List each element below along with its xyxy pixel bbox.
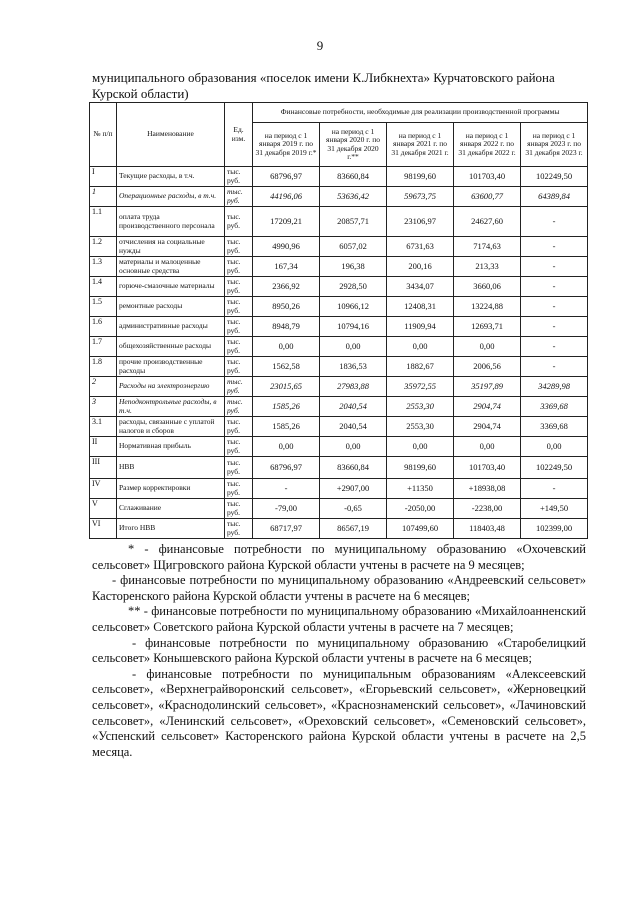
row-value: +149,50 bbox=[521, 499, 588, 519]
row-name: оплата труда производственного персонала bbox=[117, 207, 225, 237]
row-value: 68717,97 bbox=[253, 519, 320, 539]
table-row bbox=[90, 257, 588, 277]
row-value: 0,00 bbox=[521, 437, 588, 457]
row-name: Текущие расходы, в т.ч. bbox=[117, 167, 225, 187]
row-unit: тыс. руб. bbox=[225, 417, 253, 437]
row-unit: тыс. руб. bbox=[225, 167, 253, 187]
table-row bbox=[90, 397, 588, 417]
table-row bbox=[90, 457, 588, 479]
header-period: на период с 1 января 2019 г. по 31 декабря 2019 г.* bbox=[253, 123, 320, 167]
row-num: 2 bbox=[90, 377, 117, 397]
row-value: 8948,79 bbox=[253, 317, 320, 337]
row-num: IV bbox=[90, 479, 117, 499]
row-value: 35972,55 bbox=[387, 377, 454, 397]
table-row bbox=[90, 317, 588, 337]
row-value: 118403,48 bbox=[454, 519, 521, 539]
table-row bbox=[90, 479, 588, 499]
financial-needs-table bbox=[89, 102, 588, 539]
row-value: 35197,89 bbox=[454, 377, 521, 397]
footnote: - финансовые потребности по муниципальному образованию «Старобелицкий сельсовет» Конышевского района Курской области учтены в расчете на 6 месяцев; bbox=[92, 635, 586, 666]
row-value: 213,33 bbox=[454, 257, 521, 277]
row-value: +18938,08 bbox=[454, 479, 521, 499]
row-value: 2904,74 bbox=[454, 397, 521, 417]
row-num: II bbox=[90, 437, 117, 457]
row-value: 2366,92 bbox=[253, 277, 320, 297]
row-unit: тыс. руб. bbox=[225, 479, 253, 499]
table-row bbox=[90, 499, 588, 519]
row-value: 7174,63 bbox=[454, 237, 521, 257]
row-value: 83660,84 bbox=[320, 167, 387, 187]
row-value: 0,00 bbox=[387, 337, 454, 357]
row-name: Нормативная прибыль bbox=[117, 437, 225, 457]
row-value: - bbox=[521, 207, 588, 237]
footnote: ** - финансовые потребности по муниципальному образованию «Михайлоанненский сельсовет» Советского района Курской области учтены в расчете на 7 месяцев; bbox=[92, 604, 586, 634]
row-value: 64389,84 bbox=[521, 187, 588, 207]
table-row bbox=[90, 437, 588, 457]
row-unit: тыс. руб. bbox=[225, 257, 253, 277]
row-value: - bbox=[521, 357, 588, 377]
row-value: 10794,16 bbox=[320, 317, 387, 337]
row-value: 12693,71 bbox=[454, 317, 521, 337]
row-value: 3369,68 bbox=[521, 417, 588, 437]
row-num: 1.2 bbox=[90, 237, 117, 257]
row-value: 102399,00 bbox=[521, 519, 588, 539]
row-num: 1.1 bbox=[90, 207, 117, 237]
row-name: материалы и малоценные основные средства bbox=[117, 257, 225, 277]
row-unit: тыс. руб. bbox=[225, 457, 253, 479]
table-row bbox=[90, 357, 588, 377]
row-value: - bbox=[521, 237, 588, 257]
row-value: 59673,75 bbox=[387, 187, 454, 207]
row-value: 24627,60 bbox=[454, 207, 521, 237]
row-unit: тыс. руб. bbox=[225, 397, 253, 417]
footnotes bbox=[92, 542, 586, 760]
header-group: Финансовые потребности, необходимые для реализации производственной программы bbox=[253, 103, 588, 123]
row-unit: тыс. руб. bbox=[225, 237, 253, 257]
header-period: на период с 1 января 2021 г. по 31 декабря 2021 г. bbox=[387, 123, 454, 167]
row-name: Размер корректировки bbox=[117, 479, 225, 499]
row-value: 101703,40 bbox=[454, 167, 521, 187]
row-value: 44196,06 bbox=[253, 187, 320, 207]
row-value: 3660,06 bbox=[454, 277, 521, 297]
row-value: 23106,97 bbox=[387, 207, 454, 237]
row-num: 1.4 bbox=[90, 277, 117, 297]
row-value: 2928,50 bbox=[320, 277, 387, 297]
heading: муниципального образования «поселок имени К.Либкнехта» Курчатовского района Курской области) bbox=[92, 70, 555, 101]
row-unit: тыс. руб. bbox=[225, 437, 253, 457]
row-value: -0,65 bbox=[320, 499, 387, 519]
row-value: +2907,00 bbox=[320, 479, 387, 499]
row-value: 4990,96 bbox=[253, 237, 320, 257]
row-value: 34289,98 bbox=[521, 377, 588, 397]
row-num: 1 bbox=[90, 187, 117, 207]
row-value: 0,00 bbox=[454, 437, 521, 457]
row-value: 1585,26 bbox=[253, 397, 320, 417]
row-value: 101703,40 bbox=[454, 457, 521, 479]
row-num: 1.3 bbox=[90, 257, 117, 277]
row-value: 3369,68 bbox=[521, 397, 588, 417]
row-value: 200,16 bbox=[387, 257, 454, 277]
row-unit: тыс. руб. bbox=[225, 297, 253, 317]
header-period: на период с 1 января 2020 г. по 31 декабря 2020 г.** bbox=[320, 123, 387, 167]
row-unit: тыс. руб. bbox=[225, 337, 253, 357]
row-value: 27983,88 bbox=[320, 377, 387, 397]
table-row bbox=[90, 297, 588, 317]
row-name: административные расходы bbox=[117, 317, 225, 337]
row-value: 86567,19 bbox=[320, 519, 387, 539]
row-value: 98199,60 bbox=[387, 167, 454, 187]
row-value: - bbox=[521, 317, 588, 337]
row-value: 63600,77 bbox=[454, 187, 521, 207]
table-row bbox=[90, 377, 588, 397]
row-unit: тыс. руб. bbox=[225, 187, 253, 207]
row-unit: тыс. руб. bbox=[225, 357, 253, 377]
row-num: 1.5 bbox=[90, 297, 117, 317]
row-name: горюче-смазочные материалы bbox=[117, 277, 225, 297]
row-unit: тыс. руб. bbox=[225, 277, 253, 297]
row-unit: тыс. руб. bbox=[225, 499, 253, 519]
row-value: 0,00 bbox=[387, 437, 454, 457]
row-unit: тыс. руб. bbox=[225, 317, 253, 337]
row-value: 167,34 bbox=[253, 257, 320, 277]
row-num: III bbox=[90, 457, 117, 479]
row-value: 196,38 bbox=[320, 257, 387, 277]
table-row bbox=[90, 187, 588, 207]
row-value: 68796,97 bbox=[253, 167, 320, 187]
row-value: +11350 bbox=[387, 479, 454, 499]
row-name: отчисления на социальные нужды bbox=[117, 237, 225, 257]
row-value: 8950,26 bbox=[253, 297, 320, 317]
row-value: 23015,65 bbox=[253, 377, 320, 397]
row-value: 2006,56 bbox=[454, 357, 521, 377]
table-row bbox=[90, 277, 588, 297]
table-row bbox=[90, 337, 588, 357]
footnote: * - финансовые потребности по муниципальному образованию «Охочевский сельсовет» Щигровского района Курской области учтены в расчете на 9 месяцев; bbox=[92, 542, 586, 572]
row-value: - bbox=[253, 479, 320, 499]
row-value: 102249,50 bbox=[521, 457, 588, 479]
row-value: 20857,71 bbox=[320, 207, 387, 237]
table-row bbox=[90, 519, 588, 539]
row-name: Неподконтрольные расходы, в т.ч. bbox=[117, 397, 225, 417]
row-name: Операционные расходы, в т.ч. bbox=[117, 187, 225, 207]
row-name: Расходы на электроэнергию bbox=[117, 377, 225, 397]
row-value: 0,00 bbox=[253, 337, 320, 357]
row-value: 6731,63 bbox=[387, 237, 454, 257]
header-period: на период с 1 января 2023 г. по 31 декабря 2023 г. bbox=[521, 123, 588, 167]
row-value: 98199,60 bbox=[387, 457, 454, 479]
row-num: 1.6 bbox=[90, 317, 117, 337]
row-value: 2040,54 bbox=[320, 397, 387, 417]
row-value: 2904,74 bbox=[454, 417, 521, 437]
row-value: 1562,58 bbox=[253, 357, 320, 377]
row-value: 107499,60 bbox=[387, 519, 454, 539]
row-num: VI bbox=[90, 519, 117, 539]
row-name: Сглаживание bbox=[117, 499, 225, 519]
row-value: 6057,02 bbox=[320, 237, 387, 257]
row-value: 11909,94 bbox=[387, 317, 454, 337]
page-number: 9 bbox=[316, 38, 324, 53]
row-unit: тыс. руб. bbox=[225, 519, 253, 539]
table-row bbox=[90, 167, 588, 187]
footnote: - финансовые потребности по муниципальному образованию «Андреевский сельсовет» Касторенского района Курской области учтены в расчете на 6 месяцев; bbox=[92, 573, 586, 603]
row-value: 102249,50 bbox=[521, 167, 588, 187]
table-row bbox=[90, 207, 588, 237]
row-unit: тыс. руб. bbox=[225, 377, 253, 397]
row-name: НВВ bbox=[117, 457, 225, 479]
header-name: Наименование bbox=[117, 103, 225, 167]
row-value: 1882,67 bbox=[387, 357, 454, 377]
row-value: 13224,88 bbox=[454, 297, 521, 317]
row-value: - bbox=[521, 297, 588, 317]
table-row bbox=[90, 417, 588, 437]
footnote: - финансовые потребности по муниципальным образованиям «Алексеевский сельсовет», «Верхнеграйворонский сельсовет», «Егорьевский сельсовет», «Жерновецкий сельсовет», «Краснодолинский сельсовет», «Краснознаменский сельсовет», «Лачиновский сельсовет», «Ленинский сельсовет», «Ореховский сельсовет», «Семеновский сельсовет», «Успенский сельсовет» Касторенского района Курской области учтены в расчете на 2,5 месяца. bbox=[92, 666, 586, 759]
row-name: прочие производственные расходы bbox=[117, 357, 225, 377]
header-num: № п/п bbox=[90, 103, 117, 167]
row-value: 0,00 bbox=[320, 437, 387, 457]
row-unit: тыс. руб. bbox=[225, 207, 253, 237]
row-value: 2553,30 bbox=[387, 397, 454, 417]
row-value: 0,00 bbox=[320, 337, 387, 357]
row-name: Итого НВВ bbox=[117, 519, 225, 539]
row-value: -2238,00 bbox=[454, 499, 521, 519]
row-value: - bbox=[521, 277, 588, 297]
row-num: 3.1 bbox=[90, 417, 117, 437]
row-value: - bbox=[521, 479, 588, 499]
table-row bbox=[90, 237, 588, 257]
row-value: 1836,53 bbox=[320, 357, 387, 377]
row-value: 17209,21 bbox=[253, 207, 320, 237]
row-value: 83660,84 bbox=[320, 457, 387, 479]
row-name: расходы, связанные с уплатой налогов и сборов bbox=[117, 417, 225, 437]
header-unit: Ед. изм. bbox=[225, 103, 253, 167]
row-value: 68796,97 bbox=[253, 457, 320, 479]
row-value: 3434,07 bbox=[387, 277, 454, 297]
header-period: на период с 1 января 2022 г. по 31 декабря 2022 г. bbox=[454, 123, 521, 167]
row-value: 12408,31 bbox=[387, 297, 454, 317]
row-value: 2040,54 bbox=[320, 417, 387, 437]
row-num: V bbox=[90, 499, 117, 519]
row-value: - bbox=[521, 257, 588, 277]
row-value: 0,00 bbox=[454, 337, 521, 357]
row-num: 1.7 bbox=[90, 337, 117, 357]
row-name: общехозяйственные расходы bbox=[117, 337, 225, 357]
row-num: 1.8 bbox=[90, 357, 117, 377]
row-value: 10966,12 bbox=[320, 297, 387, 317]
row-value: 53636,42 bbox=[320, 187, 387, 207]
row-name: ремонтные расходы bbox=[117, 297, 225, 317]
row-num: 3 bbox=[90, 397, 117, 417]
row-value: - bbox=[521, 337, 588, 357]
row-value: -79,00 bbox=[253, 499, 320, 519]
row-value: 1585,26 bbox=[253, 417, 320, 437]
row-value: -2050,00 bbox=[387, 499, 454, 519]
row-value: 0,00 bbox=[253, 437, 320, 457]
row-num: I bbox=[90, 167, 117, 187]
row-value: 2553,30 bbox=[387, 417, 454, 437]
